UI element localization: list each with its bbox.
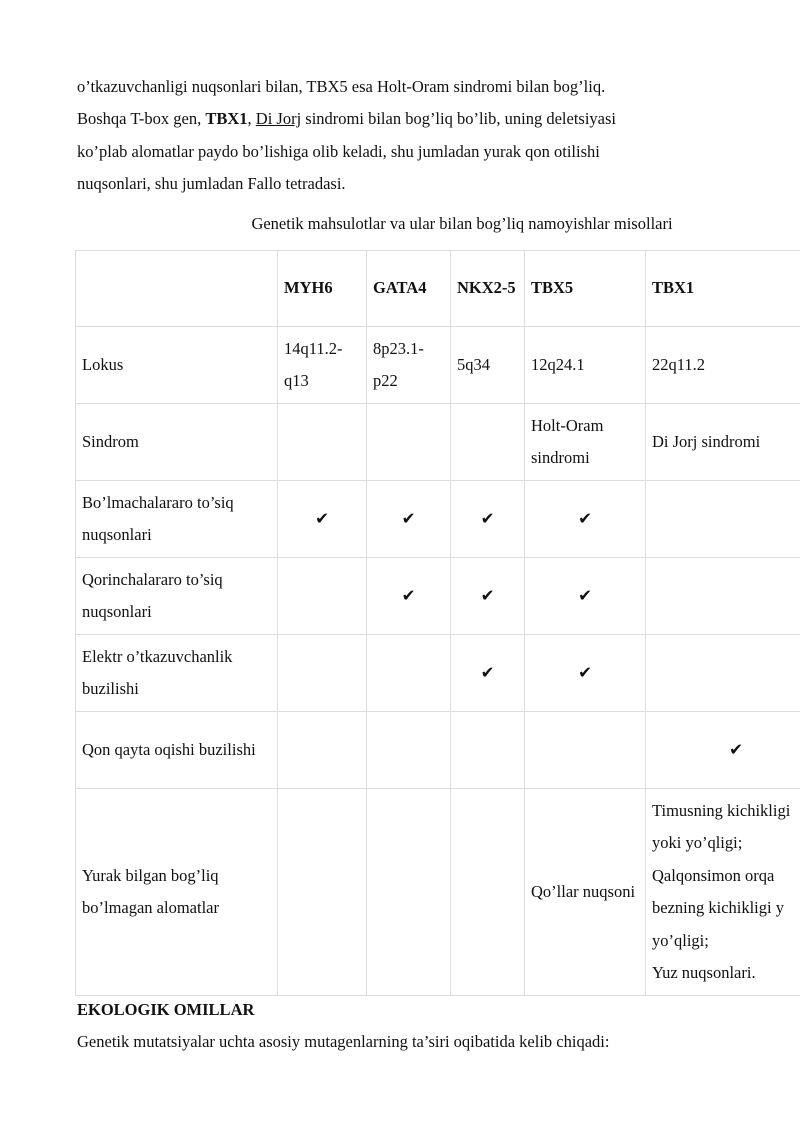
symptom-line: bezning kichikligi y [652, 898, 784, 917]
row-label: Bo’lmachalararo to’siq nuqsonlari [76, 481, 278, 558]
table-row [76, 327, 800, 404]
check-mark-icon: ✔ [367, 481, 451, 558]
table-cell [525, 712, 646, 789]
table-row [76, 712, 800, 789]
table-cell: 12q24.1 [525, 327, 646, 404]
header-cell: NKX2-5 [451, 251, 525, 327]
table-row [76, 558, 800, 635]
header-cell: MYH6 [278, 251, 367, 327]
check-mark-icon: ✔ [525, 558, 646, 635]
table-row [76, 635, 800, 712]
table-row [76, 481, 800, 558]
table-cell [646, 558, 800, 635]
row-label: Qon qayta oqishi buzilishi [76, 712, 278, 789]
table-cell [451, 789, 525, 996]
table-cell [278, 789, 367, 996]
section-paragraph: Genetik mutatsiyalar uchta asosiy mutagenlarning ta’siri oqibatida kelib chiqadi: [77, 1032, 610, 1051]
table-cell [646, 481, 800, 558]
intro-line-3: ko’plab alomatlar paydo bo’lishiga olib keladi, shu jumladan yurak qon otilishi [77, 142, 600, 161]
check-mark-icon: ✔ [451, 558, 525, 635]
intro-text: sindromi bilan bog’liq bo’lib, uning deletsiyasi [301, 109, 617, 128]
check-mark-icon: ✔ [525, 481, 646, 558]
table-cell [367, 789, 451, 996]
table-cell: Holt-Oram sindromi [525, 404, 646, 481]
symptom-line: yo’qligi; [652, 930, 709, 950]
table-caption: Genetik mahsulotlar va ular bilan bog’liq namoyishlar misollari [251, 214, 673, 233]
tbx1-symptoms-cell [646, 789, 800, 996]
intro-line-4: nuqsonlari, shu jumladan Fallo tetradasi. [77, 174, 346, 193]
table-cell [367, 712, 451, 789]
row-label: Sindrom [76, 404, 278, 481]
intro-line-2 [77, 103, 777, 136]
table-cell [367, 635, 451, 712]
table-cell: 5q34 [451, 327, 525, 404]
table-cell: Di Jorj sindromi [646, 404, 800, 481]
header-cell: TBX5 [525, 251, 646, 327]
table-cell [646, 635, 800, 712]
check-mark-icon: ✔ [451, 481, 525, 558]
table-cell [278, 712, 367, 789]
table-cell [451, 712, 525, 789]
table-cell: 8p23.1-p22 [367, 327, 451, 404]
check-mark-icon: ✔ [646, 712, 800, 789]
di-jorj-link[interactable]: Di Jorj [255, 109, 302, 128]
section-heading: EKOLOGIK OMILLAR [77, 1000, 255, 1019]
table-cell [278, 404, 367, 481]
header-cell: TBX1 [646, 251, 800, 327]
row-label: Elektr o’tkazuvchanlik buzilishi [76, 635, 278, 712]
header-cell: GATA4 [367, 251, 451, 327]
intro-line-1: o’tkazuvchanligi nuqsonlari bilan, TBX5 esa Holt-Oram sindromi bilan bog’liq. [77, 77, 606, 96]
check-mark-icon: ✔ [525, 635, 646, 712]
header-cell [76, 251, 278, 327]
check-mark-icon: ✔ [278, 481, 367, 558]
row-label: Qorinchalararo to’siq nuqsonlari [76, 558, 278, 635]
row-label: Lokus [76, 327, 278, 404]
table-cell: Qo’llar nuqsoni [525, 789, 646, 996]
table-header-row [76, 251, 800, 327]
symptom-line: Qalqonsimon orqa [652, 865, 775, 885]
table-cell: 14q11.2-q13 [278, 327, 367, 404]
row-label: Yurak bilgan bog’liq bo’lmagan alomatlar [76, 789, 278, 996]
intro-text: Boshqa T-box gen, [77, 109, 206, 128]
table-cell: 22q11.2 [646, 327, 800, 404]
check-mark-icon: ✔ [367, 558, 451, 635]
table-cell [451, 404, 525, 481]
symptom-line: yoki yo’qligi; [652, 833, 743, 852]
table-cell [278, 558, 367, 635]
gene-name-bold: TBX1 [205, 109, 248, 128]
gene-table [75, 250, 800, 996]
table-row [76, 789, 800, 996]
table-row [76, 404, 800, 481]
intro-text: , [247, 109, 256, 128]
check-mark-icon: ✔ [451, 635, 525, 712]
symptom-line: Yuz nuqsonlari. [652, 963, 756, 982]
table-cell [278, 635, 367, 712]
symptom-line: Timusning kichikligi [652, 800, 791, 820]
table-cell [367, 404, 451, 481]
